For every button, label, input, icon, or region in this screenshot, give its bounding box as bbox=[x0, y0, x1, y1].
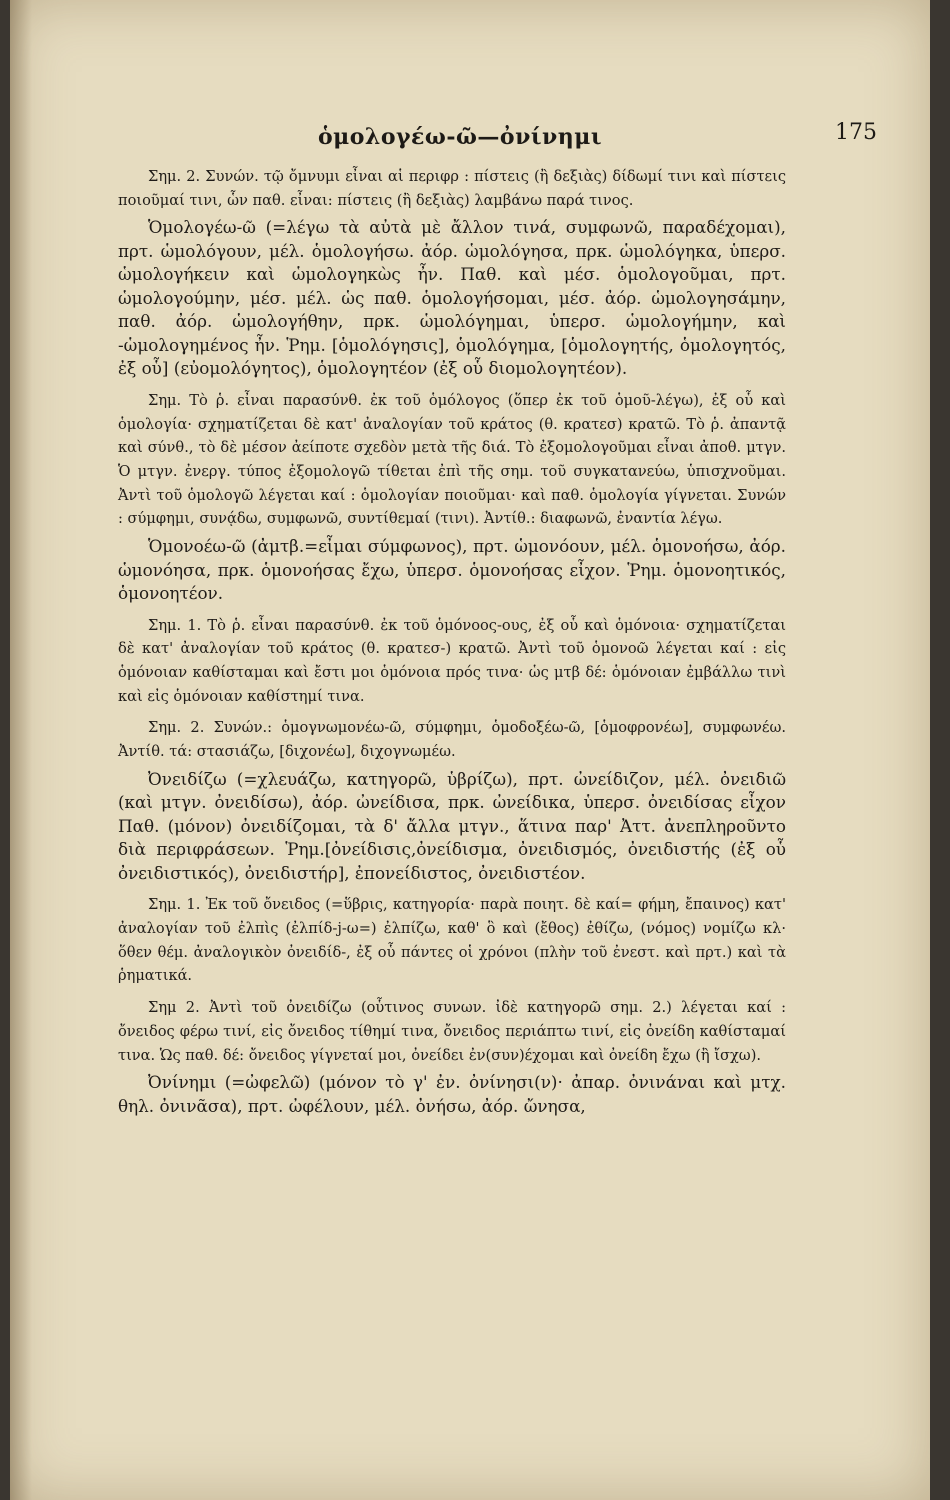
note-paragraph: Σημ. 2. Συνών.: ὁμογνωμονέω-ῶ, σύμφημι, ὁμοδοξέω-ῶ, [ὁμοφρονέω], συμφωνέω. Ἀντίθ. τά: στασιάζω, [διχονέω], διχογνωμέω. bbox=[118, 719, 786, 761]
note-paragraph: Σημ 2. Ἀντὶ τοῦ ὀνειδίζω (οὗτινος συνων. ἰδὲ κατηγορῶ σημ. 2.) λέγεται καί : ὄνειδος φέρω τινί, εἰς ὄνειδος τίθημί τινα, ὄνειδος περιάπτω τινί, εἰς ὀνείδη καθίσταμαί τινα. Ὡς παθ. δέ: ὄνειδος γίγνεταί μοι, ὀνείδει ἐν(συν)έχομαι καὶ ὀνείδη ἔχω (ἢ ἴσχω). bbox=[118, 999, 786, 1064]
entry-omologeo: Ὁμολογέω-ῶ (=λέγω τὰ αὐτὰ μὲ ἄλλον τινά, συμφωνῶ, παραδέχομαι), πρτ. ὡμολόγουν, μέλ. ὁμολογήσω. ἀόρ. ὡμολόγησα, πρκ. ὡμολόγηκα, ὑπερσ. ὡμολογήκειν καὶ ὡμολογηκὼς ἦν. Παθ. καὶ μέσ. ὁμολογοῦμαι, πρτ. ὡμολογούμην, μέσ. μέλ. ὡς παθ. ὁμολογήσομαι, μέσ. ἀόρ. ὡμολογησάμην, παθ. ἀόρ. ὡμολογήθην, πρκ. ὡμολόγημαι, ὑπερσ. ὡμολογήμην, καὶ -ὡμολογημένος ἦν. Ῥημ. [ὁμολόγησις], ὁμολόγημα, [ὁμολογητής, ὁμολογητός, ἐξ οὗ] (εὐομολόγητος), ὁμολογητέον (ἐξ οὗ διομολογητέον). bbox=[118, 217, 786, 379]
page-body bbox=[118, 165, 786, 1118]
entry-oneidizo: Ὀνειδίζω (=χλευάζω, κατηγορῶ, ὑβρίζω), πρτ. ὠνείδιζον, μέλ. ὀνειδιῶ (καὶ μτγν. ὀνειδίσω), ἀόρ. ὠνείδισα, πρκ. ὠνείδικα, ὑπερσ. ὀνειδίσας εἶχον Παθ. (μόνον) ὀνειδίζομαι, τὰ δ' ἄλλα μτγν., ἅτινα παρ' Ἀττ. ἀνεπληροῦντο διὰ περιφράσεων. Ῥημ.[ὀνείδισις,ὀνείδισμα, ὀνειδισμός, ὀνειδιστής (ἐξ οὗ ὀνειδιστικός), ὀνειδιστήρ], ἐπονείδιστος, ὀνειδιστέον. bbox=[118, 768, 786, 883]
note-paragraph: Σημ. Τὸ ῥ. εἶναι παρασύνθ. ἐκ τοῦ ὁμόλογος (ὅπερ ἐκ τοῦ ὁμοῦ-λέγω), ἐξ οὗ καὶ ὁμολογία· σχηματίζεται δὲ κατ' ἀναλογίαν τοῦ κράτος (θ. κρατεσ) κρατῶ. Τὸ ῥ. ἀπαντᾷ καὶ σύνθ., τὸ δὲ μέσον ἀείποτε σχεδὸν μετὰ τῆς διά. Τὸ ἐξομολογοῦμαι εἶναι ἀποθ. μτγν. Ὁ μτγν. ἐνεργ. τύπος ἐξομολογῶ τίθεται ἐπὶ τῆς σημ. τοῦ συγκατανεύω, ὑπισχνοῦμαι. Ἀντὶ τοῦ ὁμολογῶ λέγεται καί : ὁμολογίαν ποιοῦμαι· καὶ παθ. ὁμολογία γίγνεται. Συνών : σύμφημι, συνᾴδω, συμφωνῶ, συντίθεμαί (τινι). Ἀντίθ.: διαφωνῶ, ἐναντία λέγω. bbox=[118, 391, 786, 528]
entry-oninemi: Ὀνίνημι (=ὠφελῶ) (μόνον τὸ γ' ἐν. ὀνίνησι(ν)· ἀπαρ. ὀνινάναι καὶ μτχ. θηλ. ὀνινᾶσα), πρτ. ὠφέλουν, μέλ. ὀνήσω, ἀόρ. ὤνησα, bbox=[118, 1072, 786, 1116]
dictionary-page bbox=[10, 0, 930, 1500]
note-paragraph: Σημ. 1. Ἐκ τοῦ ὄνειδος (=ὕβρις, κατηγορία· παρὰ ποιητ. δὲ καί= φήμη, ἔπαινος) κατ' ἀναλογίαν τοῦ ἐλπὶς (ἐλπίδ-j-ω=) ἐλπίζω, καθ' ὃ καὶ (ἔθος) ἐθίζω, (νόμος) νομίζω κλ· ὅθεν θέμ. ἀναλογικὸν ὀνειδίδ-, ἐξ οὗ πάντες οἱ χρόνοι (πλὴν τοῦ ἐνεστ. καὶ πρτ.) καὶ τὰ ῥηματικά. bbox=[118, 896, 786, 985]
entry-omonoeo: Ὁμονοέω-ῶ (ἀμτβ.=εἶμαι σύμφωνος), πρτ. ὡμονόουν, μέλ. ὁμονοήσω, ἀόρ. ὡμονόησα, πρκ. ὁμονοήσας ἔχω, ὑπερσ. ὁμονοήσας εἶχον. Ῥημ. ὁμονοητικός, ὁμονοητέον. bbox=[118, 536, 786, 604]
note-paragraph: Σημ. 2. Συνών. τῷ ὄμνυμι εἶναι αἱ περιφρ : πίστεις (ἢ δεξιὰς) δίδωμί τινι καὶ πίστεις ποιοῦμαί τινι, ὧν παθ. εἶναι: πίστεις (ἢ δεξιὰς) λαμβάνω παρά τινος. bbox=[118, 168, 786, 209]
note-paragraph: Σημ. 1. Τὸ ῥ. εἶναι παρασύνθ. ἐκ τοῦ ὁμόνοος-ους, ἐξ οὗ καὶ ὁμόνοια· σχηματίζεται δὲ κατ' ἀναλογίαν τοῦ κράτος (θ. κρατεσ-) κρατῶ. Ἀντὶ τοῦ ὁμονοῶ λέγεται καί : εἰς ὁμόνοιαν καθίσταμαι καὶ ἔστι μοι ὁμόνοια πρός τινα· ὡς μτβ δέ: ὁμόνοιαν ἐμβάλλω τινὶ καὶ εἰς ὁμόνοιαν καθίστημί τινα. bbox=[118, 616, 786, 705]
page-number: 175 bbox=[835, 120, 877, 145]
running-head: ὁμολογέω-ῶ—ὀνίνημι bbox=[317, 124, 603, 150]
